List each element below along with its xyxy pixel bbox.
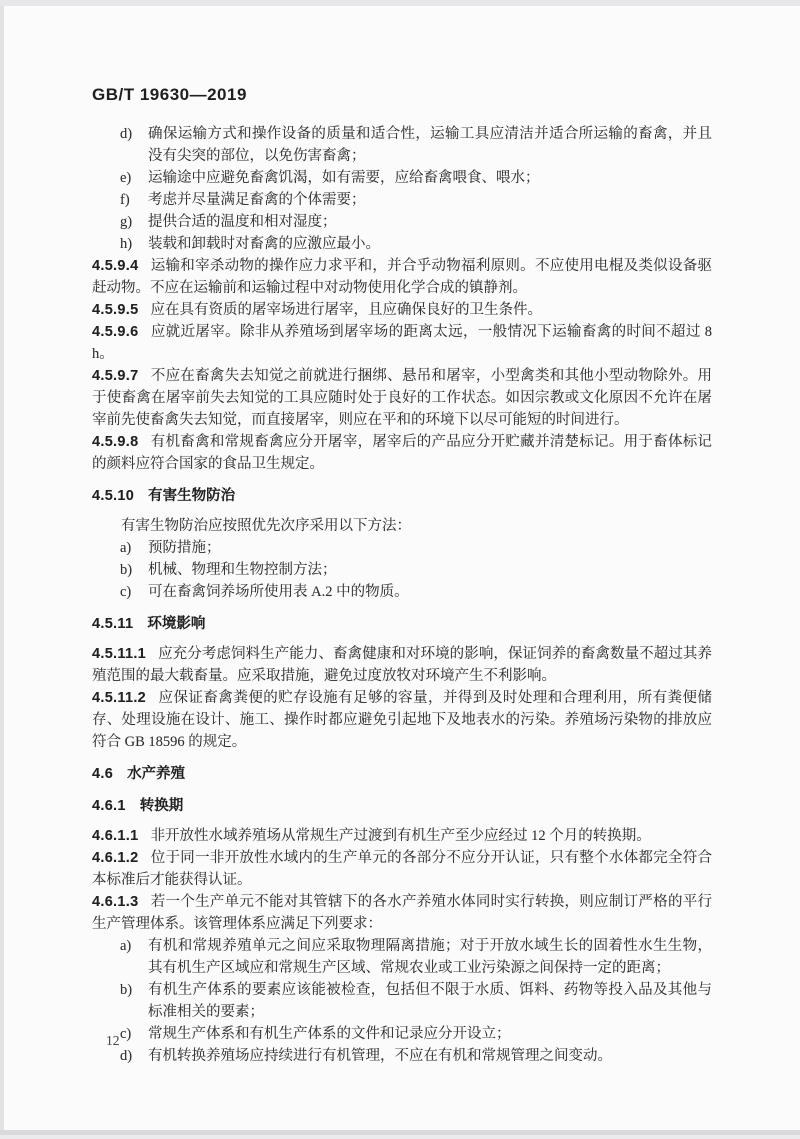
clause-4-6-1-1 [92, 825, 712, 847]
clause-4-5-9-4 [92, 255, 712, 299]
clause-number: 4.5.9.4 [92, 258, 139, 274]
clause-4-5-11-2 [92, 687, 712, 753]
heading-4-6 [92, 763, 712, 785]
list-item-text: 考虑并尽量满足畜禽的个体需要； [148, 192, 366, 208]
clause-text: 应充分考虑饲料生产能力、畜禽健康和对环境的影响，保证饲养的畜禽数量不超过其养殖范围的最大载畜量。应采取措施，避免过度放牧对环境产生不利影响。 [92, 646, 712, 684]
list-item-text: 有机转换养殖场应持续进行有机管理，不应在有机和常规管理之间变动。 [148, 1048, 612, 1064]
list-item-label: c) [120, 1026, 132, 1042]
list-item-label: d) [120, 1048, 133, 1064]
aqua-list-item-a [92, 935, 712, 979]
list-item-label: g) [120, 214, 133, 230]
heading-4-5-11 [92, 613, 712, 635]
clause-text: 应保证畜禽粪便的贮存设施有足够的容量，并得到及时处理和合理利用，所有粪便储存、处理设施在设计、施工、操作时都应避免引起地下及地表水的污染。养殖场污染物的排放应符合 GB 18596 的规定。 [92, 690, 712, 750]
list-item-text: 装载和卸载时对畜禽的应激应最小。 [148, 236, 380, 252]
heading-4-6-1 [92, 795, 712, 817]
clause-number: 4.5.9.6 [92, 324, 139, 340]
clause-number: 4.5.9.5 [92, 302, 139, 318]
clause-number: 4.5.11.2 [92, 690, 147, 706]
clause-text: 应就近屠宰。除非从养殖场到屠宰场的距离太远，一般情况下运输畜禽的时间不超过 8 h。 [92, 324, 712, 362]
heading-title: 环境影响 [147, 616, 206, 632]
clause-number: 4.5.11.1 [92, 646, 147, 662]
list-item-label: f) [120, 192, 130, 208]
list-item-text: 运输途中应避免畜禽饥渴，如有需要，应给畜禽喂食、喂水； [148, 170, 540, 186]
standard-number: GB/T 19630—2019 [92, 85, 247, 104]
list-item-label: b) [120, 982, 133, 998]
document-body [92, 84, 712, 1067]
heading-title: 有害生物防治 [148, 488, 236, 504]
clause-text: 有机畜禽和常规畜禽应分开屠宰，屠宰后的产品应分开贮藏并清楚标记。用于畜体标记的颜料应符合国家的食品卫生规定。 [92, 434, 712, 472]
clause-text: 运输和宰杀动物的操作应力求平和，并合乎动物福利原则。不应使用电棍及类似设备驱赶动物。不应在运输前和运输过程中对动物使用化学合成的镇静剂。 [92, 258, 712, 296]
clause-number: 4.6.1.3 [92, 894, 139, 910]
page-number: 12 [106, 1033, 120, 1048]
list-item-label: c) [120, 584, 132, 600]
list-item-text: 预防措施； [148, 540, 221, 556]
clause-number: 4.5.9.8 [92, 434, 139, 450]
aqua-list-item-b [92, 979, 712, 1023]
heading-number: 4.5.10 [92, 488, 135, 504]
clause-4-5-9-8 [92, 431, 712, 475]
clause-text: 不应在畜禽失去知觉之前就进行捆绑、悬吊和屠宰，小型禽类和其他小型动物除外。用于使畜禽在屠宰前失去知觉的工具应随时处于良好的工作状态。如因宗教或文化原因不允许在屠宰前先使畜禽失去知觉，而直接屠宰，则应在平和的环境下以尽可能短的时间进行。 [92, 368, 712, 428]
list-item-text: 可在畜禽饲养场所使用表 A.2 中的物质。 [148, 584, 409, 600]
scan-edge-top [0, 0, 800, 6]
clause-4-6-1-2 [92, 847, 712, 891]
pest-list-item-c [92, 581, 712, 603]
clause-text: 若一个生产单元不能对其管辖下的各水产养殖水体同时实行转换，则应制订严格的平行生产管理体系。该管理体系应满足下列要求： [92, 894, 712, 932]
clause-4-5-11-1 [92, 643, 712, 687]
list-item-label: h) [120, 236, 133, 252]
heading-number: 4.6 [92, 766, 114, 782]
list-item-label: a) [120, 540, 132, 556]
clause-number: 4.6.1.2 [92, 850, 139, 866]
list-item-label: a) [120, 938, 132, 954]
clause-number: 4.6.1.1 [92, 828, 139, 844]
list-item-text: 有机生产体系的要素应该能被检查，包括但不限于水质、饵料、药物等投入品及其他与标准相关的要素； [148, 982, 712, 1020]
clause-4-5-9-5 [92, 299, 712, 321]
list-item-h [92, 233, 712, 255]
list-item-g [92, 211, 712, 233]
list-item-text: 机械、物理和生物控制方法； [148, 562, 337, 578]
list-item-label: b) [120, 562, 133, 578]
heading-number: 4.5.11 [92, 616, 134, 632]
clause-text: 非开放性水域养殖场从常规生产过渡到有机生产至少应经过 12 个月的转换期。 [150, 828, 651, 844]
pest-list-item-b [92, 559, 712, 581]
list-item-label: d) [120, 126, 133, 142]
clause-number: 4.5.9.7 [92, 368, 139, 384]
list-item-e [92, 167, 712, 189]
clause-text: 位于同一非开放性水域内的生产单元的各部分不应分开认证，只有整个水体都完全符合本标准后才能获得认证。 [92, 850, 712, 888]
clause-4-5-9-6 [92, 321, 712, 365]
list-item-label: e) [120, 170, 132, 186]
clause-4-6-1-3 [92, 891, 712, 935]
clause-4-5-9-7 [92, 365, 712, 431]
list-item-d [92, 123, 712, 167]
list-item-text: 有机和常规养殖单元之间应采取物理隔离措施；对于开放水域生长的固着性水生生物，其有机生产区域应和常规生产区域、常规农业或工业污染源之间保持一定的距离； [148, 938, 712, 976]
aqua-list-item-c [92, 1023, 712, 1045]
scan-edge-bottom-light [0, 1135, 800, 1139]
scan-edge-left [0, 6, 4, 1139]
pest-list-item-a [92, 537, 712, 559]
heading-title: 水产养殖 [127, 766, 186, 782]
pest-control-intro: 有害生物防治应按照优先次序采用以下方法： [121, 518, 411, 534]
list-item-text: 确保运输方式和操作设备的质量和适合性，运输工具应清洁并适合所运输的畜禽，并且没有尖突的部位，以免伤害畜禽； [148, 126, 712, 164]
clause-text: 应在具有资质的屠宰场进行屠宰，且应确保良好的卫生条件。 [150, 302, 542, 318]
heading-number: 4.6.1 [92, 798, 126, 814]
list-item-f [92, 189, 712, 211]
aqua-list-item-d [92, 1045, 712, 1067]
list-item-text: 常规生产体系和有机生产体系的文件和记录应分开设立； [148, 1026, 511, 1042]
list-item-text: 提供合适的温度和相对湿度； [148, 214, 337, 230]
heading-title: 转换期 [139, 798, 184, 814]
heading-4-5-10 [92, 485, 712, 507]
